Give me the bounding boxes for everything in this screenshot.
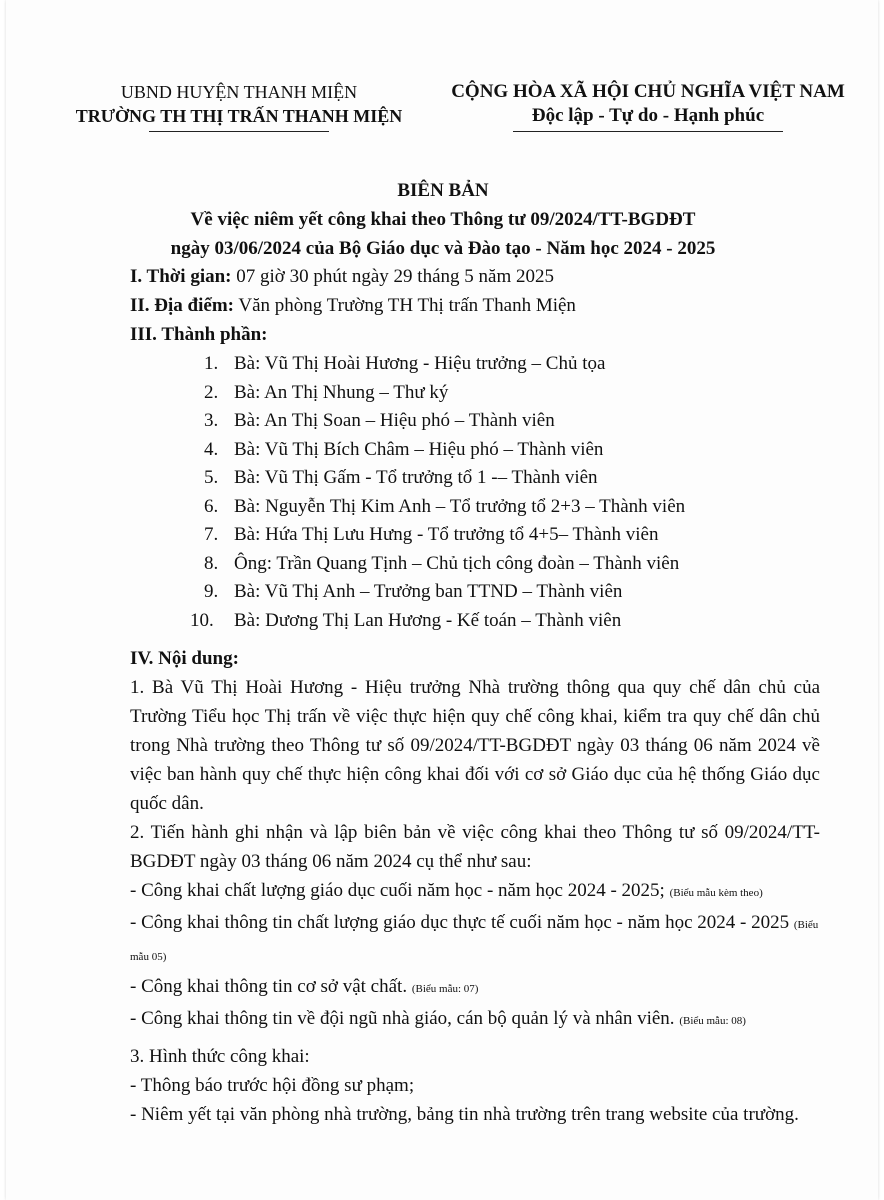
document-page xyxy=(6,0,878,1200)
section-time-label: I. Thời gian: xyxy=(130,266,232,287)
list-item: 2. Bà: An Thị Nhung – Thư ký xyxy=(204,381,449,403)
list-item: 6. Bà: Nguyễn Thị Kim Anh – Tổ trưởng tổ 2+3 – Thành viên xyxy=(204,495,686,517)
issuer-authority: UBND HUYỆN THANH MIỆN xyxy=(120,82,358,102)
content-paragraph-1: 1. Bà Vũ Thị Hoài Hương - Hiệu trưởng Nhà trường thông qua quy chế dân chủ của Trường Tiểu học Thị trấn về việc thực hiện quy chế công khai, kiểm tra quy chế dân chủ trong Nhà trường theo Thông tư số 09/2024/TT-BGDĐT ngày 03 tháng 06 năm 2024 về việc ban hành quy chế thực hiện công khai đối với cơ sở Giáo dục của hệ thống Giáo dục quốc dân. xyxy=(130,677,820,814)
list-item: 1. Bà: Vũ Thị Hoài Hương - Hiệu trưởng – Chủ tọa xyxy=(204,353,606,374)
title-subject-cont: ngày 03/06/2024 của Bộ Giáo dục và Đào tạo - Năm học 2024 - 2025 xyxy=(170,238,716,259)
list-item: 3. Bà: An Thị Soan – Hiệu phó – Thành viên xyxy=(204,410,555,431)
list-item: 10. Bà: Dương Thị Lan Hương - Kế toán – Thành viên xyxy=(190,609,622,631)
title-main: BIÊN BẢN xyxy=(397,180,489,201)
content-item: - Công khai thông tin chất lượng giáo dục thực tế cuối năm học - năm học 2024 - 2025 (Biểu mẫu 05) xyxy=(130,912,819,963)
section-location xyxy=(130,291,820,320)
content-item: - Công khai chất lượng giáo dục cuối năm học - năm học 2024 - 2025; (Biểu mẫu kèm theo) xyxy=(130,880,763,901)
issuer-underline xyxy=(149,131,329,132)
section-location-label: II. Địa điểm: xyxy=(130,295,234,316)
document-title xyxy=(46,176,840,263)
content-paragraph-2: 2. Tiến hành ghi nhận và lập biên bản về việc công khai theo Thông tư số 09/2024/TT-BGDĐT ngày 03 tháng 06 năm 2024 cụ thể như sau: xyxy=(130,822,820,872)
content-item: - Công khai thông tin cơ sở vật chất. (Biểu mẫu: 07) xyxy=(130,976,479,997)
national-title: CỘNG HÒA XÃ HỘI CHỦ NGHĨA VIỆT NAM xyxy=(451,81,845,102)
form-note: (Biểu mẫu: 07) xyxy=(411,983,479,995)
national-motto: Độc lập - Tự do - Hạnh phúc xyxy=(531,105,765,126)
content-item: - Công khai thông tin về đội ngũ nhà giáo, cán bộ quản lý và nhân viên. (Biểu mẫu: 08) xyxy=(130,1008,746,1029)
motto-underline xyxy=(513,131,783,132)
form-note: (Biểu mẫu kèm theo) xyxy=(669,887,763,899)
section-location-text: Văn phòng Trường TH Thị trấn Thanh Miện xyxy=(233,295,576,316)
list-item: 4. Bà: Vũ Thị Bích Châm – Hiệu phó – Thành viên xyxy=(204,438,604,460)
section-time xyxy=(130,262,820,291)
section-time-text: 07 giờ 30 phút ngày 29 tháng 5 năm 2025 xyxy=(231,266,554,287)
section-content-label: IV. Nội dung: xyxy=(130,648,239,669)
section-members-label: III. Thành phần: xyxy=(130,324,268,345)
form-note: (Biểu mẫu: 08) xyxy=(679,1015,746,1027)
form-note: (Biểu mẫu 05) xyxy=(130,919,819,963)
content-paragraph-3: 3. Hình thức công khai: xyxy=(130,1046,310,1067)
list-item: 5. Bà: Vũ Thị Gấm - Tổ trưởng tổ 1 -– Thành viên xyxy=(204,467,598,488)
national-header xyxy=(444,80,852,132)
form-item: - Niêm yết tại văn phòng nhà trường, bảng tin nhà trường trên trang website của trường. xyxy=(130,1104,799,1125)
form-item: - Thông báo trước hội đồng sư phạm; xyxy=(130,1075,415,1096)
list-item: 7. Bà: Hứa Thị Lưu Hưng - Tổ trưởng tổ 4+5– Thành viên xyxy=(204,524,659,545)
issuer-header xyxy=(54,80,424,132)
members-list xyxy=(130,349,820,634)
list-item: 9. Bà: Vũ Thị Anh – Trưởng ban TTND – Thành viên xyxy=(204,581,623,602)
issuer-school: TRƯỜNG TH THỊ TRẤN THANH MIỆN xyxy=(75,106,403,126)
document-body xyxy=(130,262,820,1129)
list-item: 8. Ông: Trần Quang Tịnh – Chủ tịch công đoàn – Thành viên xyxy=(204,552,680,574)
title-subject: Về việc niêm yết công khai theo Thông tư 09/2024/TT-BGDĐT xyxy=(190,209,696,230)
